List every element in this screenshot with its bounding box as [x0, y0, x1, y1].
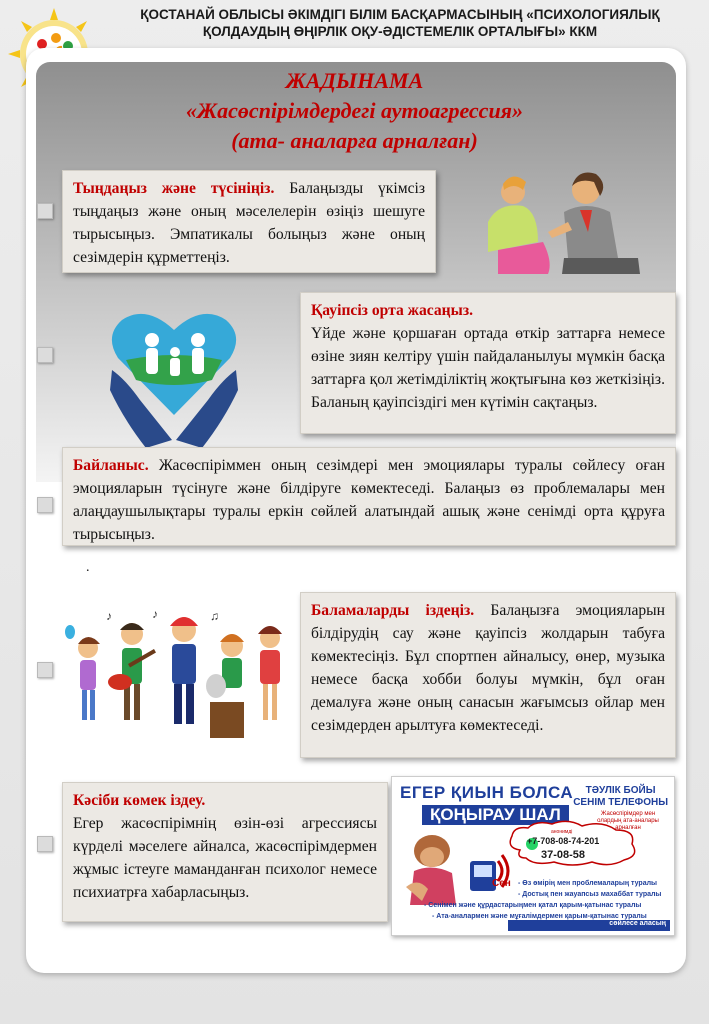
poster-phone-mobile: +7-708-08-74-201 — [527, 836, 600, 846]
section-card-alternatives — [300, 592, 676, 758]
section-heading: Тыңдаңыз және түсініңіз. — [73, 180, 275, 197]
section-text: Балаңызды үкімсіз тыңдаңыз және оның мәселелерін өзіңіз шешуге тырысыңыз. Эмпатикалы болыңыз және оның сезімдерін құрметтеңіз. — [73, 180, 425, 266]
poster-topic-item: - Өз өмірің мен проблемаларың туралы — [518, 880, 658, 887]
page-subtitle: «Жасөспірімдердегі аутоагрессия» — [185, 98, 524, 123]
poster-topic-item: - Достық пен жауапсыз махаббат туралы — [518, 891, 662, 898]
poster-anonymous-label: анонимді — [551, 829, 573, 835]
bullet-marker — [37, 203, 53, 219]
section-text: Жасөспіріммен оның сезімдері мен эмоциялары туралы сөйлесу оған эмоцияларын түсінуге және білдіруге көмектеседі. Балаңыз өз проблемалары мен алаңдаушылықтары туралы еркін сөйлей алатындай ашық және сенімді орта құруға тырысыңыз. — [73, 457, 665, 543]
section-text: Үйде және қоршаған ортада өткір заттарға немесе өзіне зиян келтіру үшін пайдаланылуы мүмкін басқа заттарға қол жетімділіктің жоқтығына көз жеткізіңіз. Баланың қауіпсіздігі мен күтімін сақтаңыз. — [311, 325, 665, 411]
family-heart-hands-illustration — [106, 300, 242, 450]
poster-topic-item: - Ата-аналармен және мұғалімдермен қарым-қатынас туралы — [432, 913, 647, 920]
svg-text:♪: ♪ — [106, 609, 112, 623]
organization-header — [100, 6, 700, 40]
bullet-marker — [37, 347, 53, 363]
poster-topic-item: - Сенімен және құрдастарыңмен қатал қарым-қатынас туралы — [424, 902, 642, 909]
poster-phone-landline: 37-08-58 — [541, 849, 586, 861]
bullet-marker — [37, 836, 53, 852]
section-card-safe-environment — [300, 292, 676, 434]
section-heading: Баламаларды іздеңіз. — [311, 602, 475, 619]
header-line-2: ҚОЛДАУДЫҢ ӨҢІРЛІК ОҚУ-ӘДІСТЕМЕЛІК ОРТАЛЫҒЫ» ККМ — [202, 24, 598, 39]
parent-comforting-child-illustration — [468, 162, 648, 282]
children-playing-music-illustration — [60, 604, 290, 744]
poster-audience-note: Жасөспірімдер мен олардың ата-аналары арналған — [597, 811, 659, 831]
page-audience: (ата- аналарға арналған) — [231, 128, 478, 153]
poster-headline: ЕГЕР ҚИЫН БОЛСА — [400, 783, 574, 802]
section-card-communication — [62, 447, 676, 546]
poster-sen-label: Сен — [492, 878, 511, 889]
bullet-marker — [37, 662, 53, 678]
poster-footer: сөйлесе аласың — [508, 920, 670, 931]
section-heading: Қауіпсіз орта жасаңыз. — [311, 302, 473, 319]
page-title: ЖАДЫНАМА — [285, 68, 424, 93]
stray-dot: . — [86, 560, 90, 575]
section-text: Егер жасөспірімнің өзін-өзі агрессиясы күрделі мәселеге айналса, жасөспірімдермен жұмыс істеуге маманданған психолог немесе психиатрға хабарласыңыз. — [73, 815, 377, 901]
poster-call-text: ҚОҢЫРАУ ШАЛ — [422, 805, 569, 825]
svg-text:♪: ♪ — [152, 607, 158, 621]
section-card-listen — [62, 170, 436, 273]
bullet-marker — [37, 497, 53, 513]
section-card-professional-help — [62, 782, 388, 922]
phone-signal-icon — [462, 851, 510, 897]
svg-text:♫: ♫ — [210, 609, 219, 623]
section-heading: Кәсіби көмек іздеу. — [73, 792, 206, 809]
sad-child-photo-icon — [398, 827, 468, 907]
section-text: Балаңызға эмоцияларын білдірудің сау және қауіпсіз жолдарын табуға көмектесіңіз. Бұл спортпен айналысу, өнер, музыка немесе басқа хобби болуы мүмкін, бұл оған демалуға және оның санасын жағымсыз ойлар мен сезімдерден арылтуға көмектеседі. — [311, 602, 665, 734]
header-line-1: ҚОСТАНАЙ ОБЛЫСЫ ӘКІМДІГІ БІЛІМ БАСҚАРМАСЫНЫҢ «ПСИХОЛОГИЯЛЫҚ — [140, 7, 660, 22]
poster-helpline-title: ТӘУЛІК БОЙЫ СЕНІМ ТЕЛЕФОНЫ — [573, 785, 668, 808]
section-heading: Байланыс. — [73, 457, 149, 474]
